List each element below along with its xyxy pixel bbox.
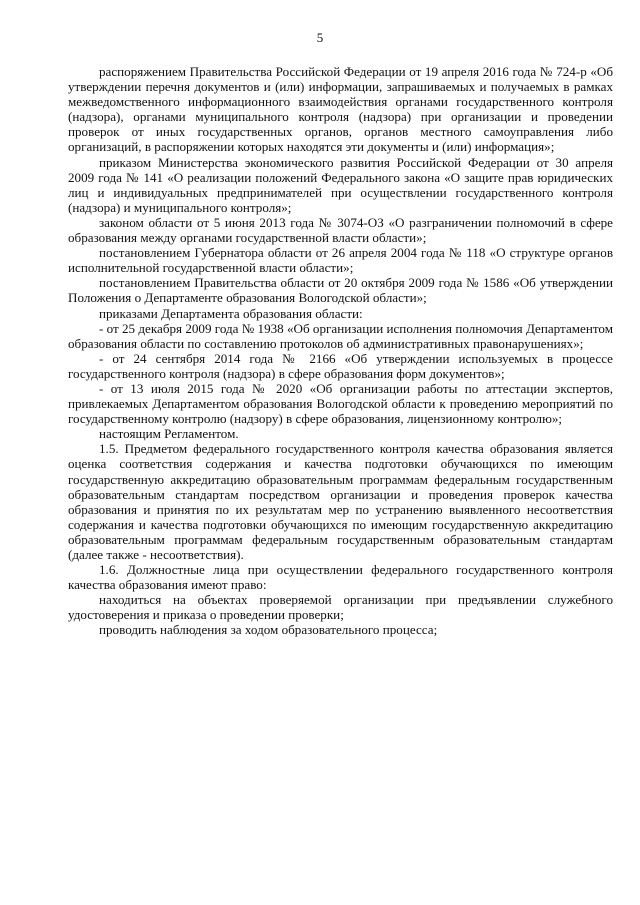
paragraph: - от 24 сентября 2014 года № 2166 «Об утверждении используемых в процессе государственного контроля (надзора) в сфере образования форм документов»; — [68, 350, 613, 381]
paragraph: находиться на объектах проверяемой организации при предъявлении служебного удостоверения и приказа о проведении проверки; — [68, 592, 613, 623]
paragraph: постановлением Правительства области от 20 октября 2009 года № 1586 «Об утверждении Положения о Департаменте образования Вологодской области»; — [68, 275, 613, 306]
paragraph: постановлением Губернатора области от 26 апреля 2004 года № 118 «О структуре органов исполнительной государственной власти области»; — [68, 245, 613, 276]
paragraph: - от 13 июля 2015 года № 2020 «Об организации работы по аттестации экспертов, привлекаемых Департаментом образования Вологодской области к проведению мероприятий по государственному контролю (надзору) в сфере образования, лицензионному контролю»; — [68, 380, 613, 427]
paragraph: законом области от 5 июня 2013 года № 3074-ОЗ «О разграничении полномочий в сфере образования между органами государственной власти области»; — [68, 214, 613, 246]
paragraph: настоящим Регламентом. — [99, 426, 239, 442]
paragraph: - от 25 декабря 2009 года № 1938 «Об организации исполнения полномочия Департаментом образования области по составлению протоколов об административных правонарушениях»; — [68, 320, 613, 351]
document-body — [68, 64, 613, 638]
paragraph: приказами Департамента образования области: — [99, 305, 363, 321]
paragraph: 1.6. Должностные лица при осуществлении федерального государственного контроля качества образования имеют право: — [68, 562, 613, 593]
paragraph: приказом Министерства экономического развития Российской Федерации от 30 апреля 2009 года № 141 «О реализации положений Федерального закона «О защите прав юридических лиц и индивидуальных предпринимателей при осуществлении государственного контроля (надзора) и муниципального контроля»; — [68, 154, 613, 215]
paragraph: распоряжением Правительства Российской Федерации от 19 апреля 2016 года № 724-р «Об утверждении перечня документов и (или) информации, запрашиваемых и получаемых в рамках межведомственного информационного взаимодействия органами государственного контроля (надзора), органами муниципального контроля (надзора) при организации и проведении проверок от иных государственных органов, органов местного самоуправления либо организаций, в распоряжении которых находятся эти документы и (или) информация»; — [68, 64, 613, 155]
paragraph: проводить наблюдения за ходом образовательного процесса; — [99, 622, 438, 638]
paragraph: 1.5. Предметом федерального государственного контроля качества образования является оценка соответствия содержания и качества подготовки обучающихся по имеющим государственную аккредитацию образовательным программам федеральным государственным образовательным стандартам посредством организации и проведения проверок качества образования и принятия по их результатам мер по устранению выявленного несоответствия содержания и качества подготовки обучающихся по имеющим государственную аккредитацию образовательным программам федеральным государственным образовательным стандартам (далее также - несоответствия). — [68, 441, 613, 562]
page-number: 5 — [316, 30, 324, 45]
